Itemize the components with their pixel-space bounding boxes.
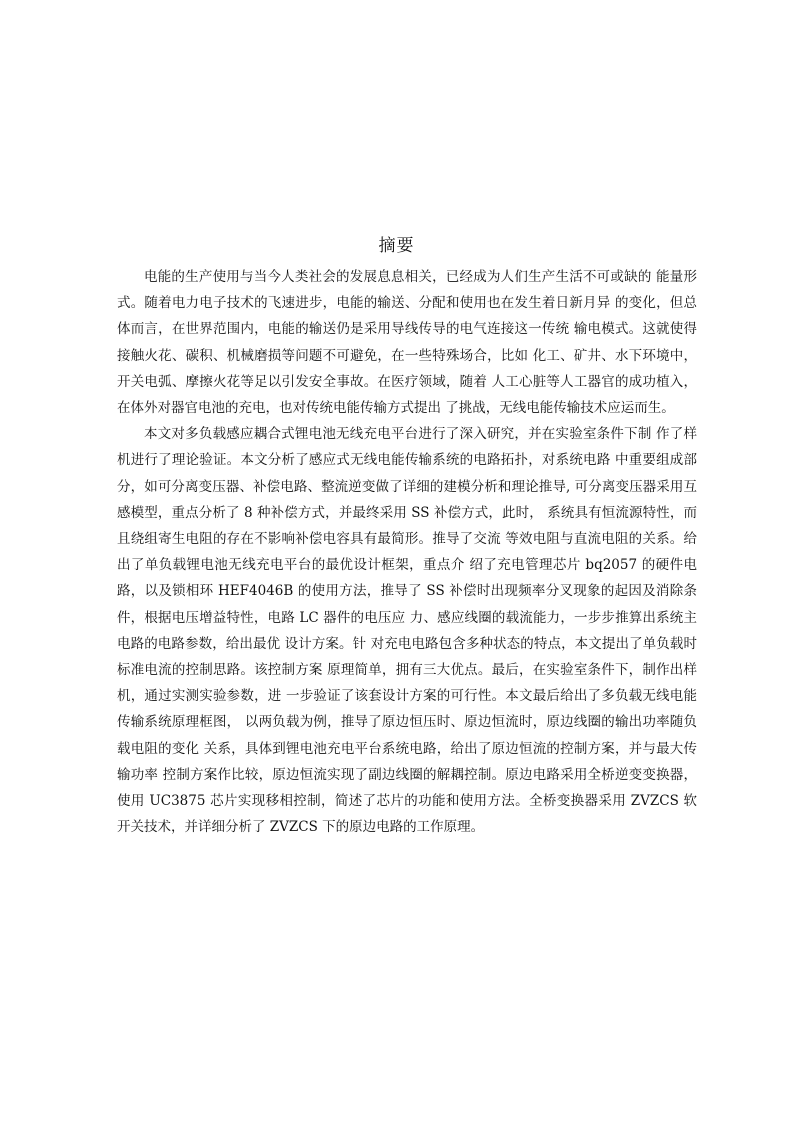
abstract-body [117,264,697,840]
abstract-paragraph-1: 电能的生产使用与当今人类社会的发展息息相关，已经成为人们生产生活不可或缺的 能量形式。随着电力电子技术的飞速进步，电能的输送、分配和使用也在发生着日新月异 的变化，但总体而言，在世界范围内，电能的输送仍是采用导线传导的电气连接这一传统 输电模式。这就使得接触火花、碳积、机械磨损等问题不可避免，在一些特殊场合，比如 化工、矿井、水下环境中，开关电弧、摩擦火花等足以引发安全事故。在医疗领域，随着 人工心脏等人工器官的成功植入，在体外对器官电池的充电，也对传统电能传输方式提出 了挑战，无线电能传输技术应运而生。 [117,269,697,417]
abstract-paragraph-2: 本文对多负载感应耦合式锂电池无线充电平台进行了深入研究，并在实验室条件下制 作了样机进行了理论验证。本文分析了感应式无线电能传输系统的电路拓扑，对系统电路 中重要组成部分，如可分离变压器、补偿电路、整流逆变做了详细的建模分析和理论推导, 可分离变压器采用互感模型，重点分析了 8 种补偿方式，并最终采用 SS 补偿方式，此时， 系统具有恒流源特性，而且绕组寄生电阻的存在不影响补偿电容具有最简形。推导了交流 等效电阻与直流电阻的关系。给出了单负载锂电池无线充电平台的最优设计框架，重点介 绍了充电管理芯片 bq2057 的硬件电路，以及锁相环 HEF4046B 的使用方法，推导了 SS 补偿时出现频率分叉现象的起因及消除条件，根据电压增益特性，电路 LC 器件的电压应 力、感应线圈的载流能力，一步步推算出系统主电路的电路参数，给出最优 设计方案。针 对充电电路包含多种状态的特点，本文提出了单负载时标准电流的控制思路。该控制方案 原理简单，拥有三大优点。最后，在实验室条件下，制作出样机，通过实测实验参数，进 一步验证了该套设计方案的可行性。本文最后给出了多负载无线电能传输系统原理框图， 以两负载为例，推导了原边恒压时、原边恒流时，原边线圈的输出功率随负载电阻的变化 关系，具体到锂电池充电平台系统电路，给出了原边恒流的控制方案，并与最大传输功率 控制方案作比较，原边恒流实现了副边线圈的解耦控制。原边电路采用全桥逆变变换器， 使用 UC3875 芯片实现移相控制，简述了芯片的功能和使用方法。全桥变换器采用 ZVZCS 软开关技术，并详细分析了 ZVZCS 下的原边电路的工作原理。 [117,426,697,836]
abstract-title: 摘要 [378,236,415,256]
